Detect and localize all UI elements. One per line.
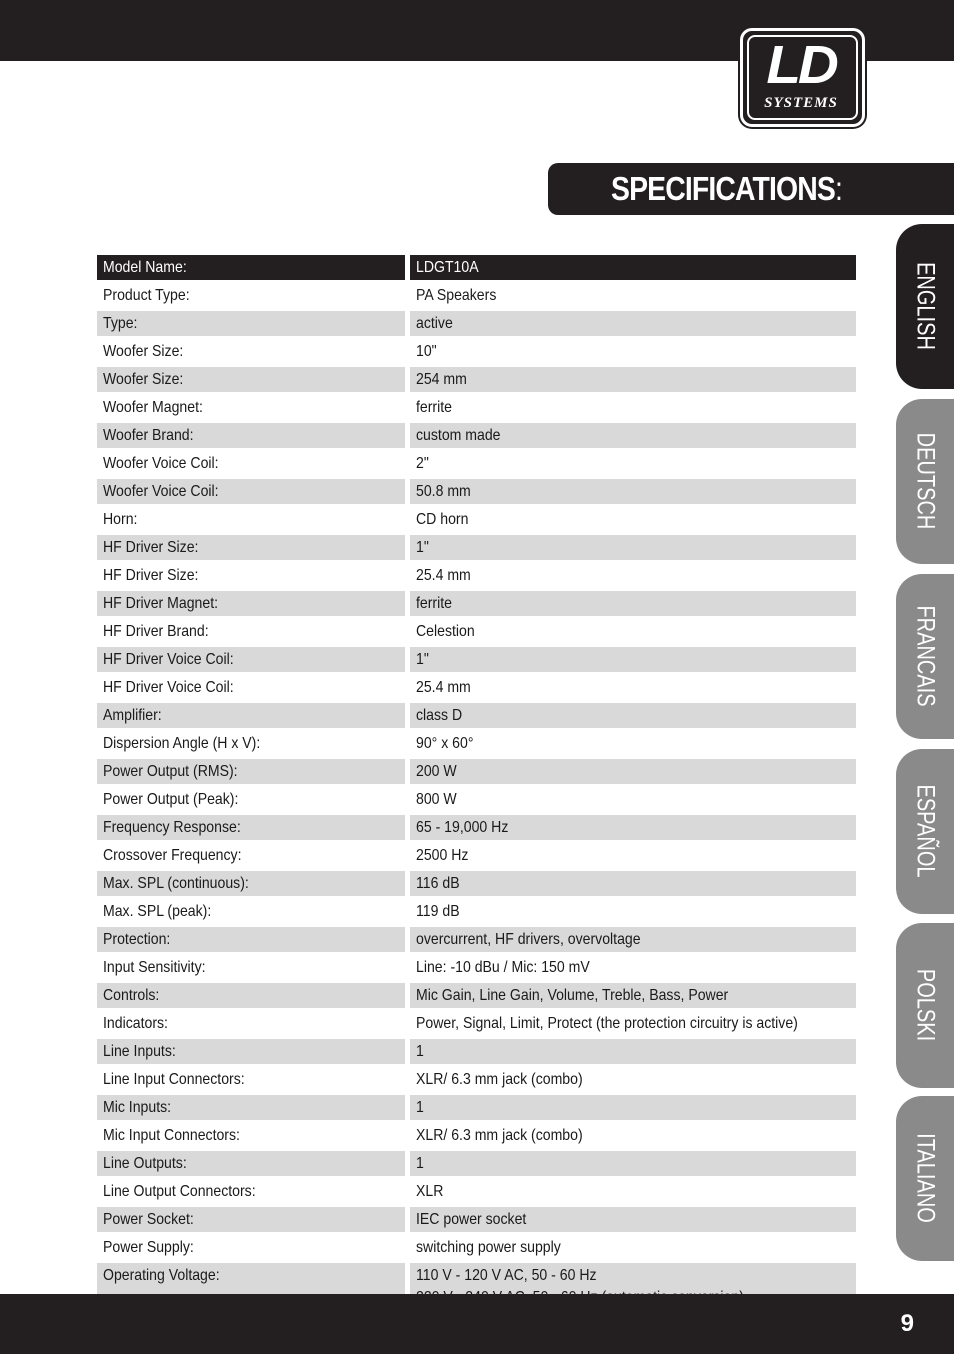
- spec-value-cell: [405, 423, 856, 451]
- spec-label-cell: [97, 787, 405, 815]
- spec-value-cell: [405, 1011, 856, 1039]
- table-row: [97, 563, 856, 591]
- spec-value-cell: [405, 815, 856, 843]
- language-tab-5[interactable]: [896, 923, 954, 1088]
- spec-label: Horn:: [103, 511, 138, 528]
- spec-label: Mic Input Connectors:: [103, 1127, 240, 1144]
- spec-value-cell: [405, 899, 856, 927]
- spec-value-cell: [405, 367, 856, 395]
- spec-label: Controls:: [103, 987, 160, 1004]
- spec-label: Line Input Connectors:: [103, 1071, 245, 1088]
- spec-value: overcurrent, HF drivers, overvoltage: [416, 931, 641, 948]
- spec-label: Max. SPL (continuous):: [103, 875, 249, 892]
- spec-value-cell: [405, 563, 856, 591]
- spec-value: custom made: [416, 427, 501, 444]
- table-header-row: [97, 255, 856, 283]
- spec-value: IEC power socket: [416, 1211, 527, 1228]
- spec-label: Protection:: [103, 931, 171, 948]
- spec-label: Woofer Magnet:: [103, 399, 203, 416]
- spec-label-cell: [97, 1123, 405, 1151]
- language-tab-label: [911, 1122, 940, 1234]
- table-row: [97, 1039, 856, 1067]
- spec-label-cell: [97, 255, 405, 283]
- spec-value: 1: [416, 1155, 424, 1172]
- spec-value: 254 mm: [416, 371, 467, 388]
- spec-value-cell: [405, 675, 856, 703]
- spec-value: 200 W: [416, 763, 457, 780]
- spec-value-cell: [405, 507, 856, 535]
- spec-label-cell: [97, 563, 405, 591]
- table-row: [97, 731, 856, 759]
- spec-value: XLR/ 6.3 mm jack (combo): [416, 1071, 583, 1088]
- table-row: [97, 1151, 856, 1179]
- spec-value: 116 dB: [416, 875, 460, 892]
- language-tab-label: [911, 773, 940, 889]
- spec-label-cell: [97, 955, 405, 983]
- spec-label-cell: [97, 1011, 405, 1039]
- spec-value: Line: -10 dBu / Mic: 150 mV: [416, 959, 590, 976]
- table-row: [97, 1235, 856, 1263]
- logo-systems-text: SYSTEMS: [764, 95, 838, 111]
- spec-label: Crossover Frequency:: [103, 847, 242, 864]
- spec-value: 65 - 19,000 Hz: [416, 819, 509, 836]
- spec-label-cell: [97, 703, 405, 731]
- spec-value-cell: [405, 955, 856, 983]
- spec-label: HF Driver Voice Coil:: [103, 651, 234, 668]
- spec-label-cell: [97, 479, 405, 507]
- table-row: [97, 591, 856, 619]
- spec-label: Power Supply:: [103, 1239, 194, 1256]
- spec-value-cell: [405, 731, 856, 759]
- spec-value-cell: [405, 927, 856, 955]
- spec-label-cell: [97, 731, 405, 759]
- spec-value: 800 W: [416, 791, 457, 808]
- spec-label: Power Output (RMS):: [103, 763, 238, 780]
- spec-value: 119 dB: [416, 903, 460, 920]
- table-row: [97, 1095, 856, 1123]
- spec-value-cell: [405, 451, 856, 479]
- spec-label: Input Sensitivity:: [103, 959, 206, 976]
- spec-label-cell: [97, 815, 405, 843]
- spec-value-cell: [405, 1067, 856, 1095]
- spec-label: Indicators:: [103, 1015, 168, 1032]
- spec-label: Operating Voltage:: [103, 1267, 220, 1284]
- spec-value: 1: [416, 1043, 424, 1060]
- table-row: [97, 647, 856, 675]
- spec-value-cell: [405, 1123, 856, 1151]
- spec-label-cell: [97, 367, 405, 395]
- spec-value-cell: [405, 1151, 856, 1179]
- spec-value-cell: [405, 535, 856, 563]
- spec-value-cell: [405, 619, 856, 647]
- section-title-bar: [548, 163, 954, 215]
- table-row: [97, 843, 856, 871]
- spec-value: 25.4 mm: [416, 567, 471, 584]
- language-tab-text: FRANCAIS: [911, 605, 940, 707]
- spec-label: Power Output (Peak):: [103, 791, 239, 808]
- language-tab-text: DEUTSCH: [911, 432, 940, 530]
- language-tab-label: [911, 593, 940, 719]
- spec-label: Line Outputs:: [103, 1155, 187, 1172]
- spec-value-cell: [405, 1039, 856, 1067]
- spec-value: Celestion: [416, 623, 475, 640]
- spec-value: 50.8 mm: [416, 483, 471, 500]
- language-tab-3[interactable]: [896, 574, 954, 739]
- spec-value: ferrite: [416, 399, 453, 416]
- table-row: [97, 1179, 856, 1207]
- spec-label-cell: [97, 843, 405, 871]
- spec-value-cell: [405, 983, 856, 1011]
- spec-label-cell: [97, 619, 405, 647]
- spec-label: HF Driver Brand:: [103, 623, 209, 640]
- spec-value-cell: [405, 1207, 856, 1235]
- table-row: [97, 507, 856, 535]
- spec-label-cell: [97, 899, 405, 927]
- spec-label-cell: [97, 871, 405, 899]
- spec-label: HF Driver Voice Coil:: [103, 679, 234, 696]
- spec-value: 25.4 mm: [416, 679, 471, 696]
- spec-value: 2500 Hz: [416, 847, 469, 864]
- table-row: [97, 451, 856, 479]
- spec-value-cell: [405, 871, 856, 899]
- spec-label: Amplifier:: [103, 707, 162, 724]
- spec-value-cell: [405, 647, 856, 675]
- spec-label: Line Inputs:: [103, 1043, 176, 1060]
- language-tab-label: [911, 960, 940, 1050]
- language-tab-text: ENGLISH: [911, 262, 940, 350]
- table-row: [97, 311, 856, 339]
- table-row: [97, 395, 856, 423]
- bottom-bar: [0, 1294, 954, 1354]
- spec-label: Woofer Brand:: [103, 427, 194, 444]
- spec-label-cell: [97, 1207, 405, 1235]
- spec-label: Woofer Voice Coil:: [103, 483, 219, 500]
- logo-ld-text: LD: [766, 35, 836, 95]
- spec-label: Frequency Response:: [103, 819, 241, 836]
- table-row: [97, 927, 856, 955]
- table-row: [97, 815, 856, 843]
- table-row: [97, 1011, 856, 1039]
- spec-label-cell: [97, 1067, 405, 1095]
- spec-label-cell: [97, 647, 405, 675]
- table-row: [97, 479, 856, 507]
- spec-label-cell: [97, 507, 405, 535]
- spec-value: ferrite: [416, 595, 453, 612]
- spec-value: switching power supply: [416, 1239, 561, 1256]
- spec-value: Power, Signal, Limit, Protect (the protection circuitry is active): [416, 1015, 798, 1032]
- spec-label-cell: [97, 1095, 405, 1123]
- spec-label: Woofer Voice Coil:: [103, 455, 219, 472]
- spec-value-cell: [405, 479, 856, 507]
- spec-value: 90° x 60°: [416, 735, 474, 752]
- spec-label-cell: [97, 423, 405, 451]
- spec-label-cell: [97, 395, 405, 423]
- table-row: [97, 1207, 856, 1235]
- table-row: [97, 283, 856, 311]
- spec-label: Dispersion Angle (H x V):: [103, 735, 261, 752]
- spec-value-cell: [405, 591, 856, 619]
- spec-value: XLR/ 6.3 mm jack (combo): [416, 1127, 583, 1144]
- language-tab-label: [911, 251, 940, 361]
- spec-label-cell: [97, 675, 405, 703]
- spec-value-cell: [405, 255, 856, 283]
- spec-label-cell: [97, 311, 405, 339]
- spec-value: 2": [416, 455, 429, 472]
- spec-value-cell: [405, 311, 856, 339]
- spec-value: LDGT10A: [416, 259, 479, 276]
- language-tab-4[interactable]: [896, 749, 954, 914]
- table-row: [97, 759, 856, 787]
- spec-label-cell: [97, 1039, 405, 1067]
- spec-label: Line Output Connectors:: [103, 1183, 256, 1200]
- spec-value-cell: [405, 759, 856, 787]
- spec-value: 1": [416, 651, 429, 668]
- spec-value: XLR: [416, 1183, 444, 1200]
- spec-label-cell: [97, 339, 405, 367]
- spec-label: Power Socket:: [103, 1211, 194, 1228]
- spec-label: Mic Inputs:: [103, 1099, 172, 1116]
- spec-label: Product Type:: [103, 287, 190, 304]
- spec-value: class D: [416, 707, 463, 724]
- table-row: [97, 983, 856, 1011]
- language-tab-text: POLSKI: [911, 968, 940, 1042]
- spec-label-cell: [97, 1179, 405, 1207]
- table-row: [97, 339, 856, 367]
- table-row: [97, 675, 856, 703]
- spec-label-cell: [97, 1235, 405, 1263]
- table-row: [97, 899, 856, 927]
- spec-value: Mic Gain, Line Gain, Volume, Treble, Bass, Power: [416, 987, 729, 1004]
- spec-value-cell: [405, 787, 856, 815]
- spec-label: Max. SPL (peak):: [103, 903, 212, 920]
- table-row: [97, 423, 856, 451]
- spec-value-cell: [405, 395, 856, 423]
- spec-label-cell: [97, 1151, 405, 1179]
- spec-value: PA Speakers: [416, 287, 497, 304]
- spec-label: Type:: [103, 315, 138, 332]
- table-row: [97, 871, 856, 899]
- specifications-table: [97, 255, 856, 1341]
- language-tab-6[interactable]: [896, 1096, 954, 1261]
- spec-label-cell: [97, 451, 405, 479]
- table-row: [97, 619, 856, 647]
- language-tab-1[interactable]: [896, 224, 954, 389]
- spec-value: CD horn: [416, 511, 469, 528]
- spec-label: HF Driver Size:: [103, 539, 199, 556]
- page-number: 9: [900, 1310, 914, 1337]
- spec-value-cell: [405, 1179, 856, 1207]
- spec-value: 110 V - 120 V AC, 50 - 60 Hz: [416, 1267, 597, 1284]
- language-tab-2[interactable]: [896, 399, 954, 564]
- language-tab-text: ITALIANO: [911, 1133, 940, 1223]
- table-row: [97, 1067, 856, 1095]
- table-row: [97, 535, 856, 563]
- spec-label-cell: [97, 983, 405, 1011]
- spec-label-cell: [97, 283, 405, 311]
- spec-value: 10": [416, 343, 437, 360]
- table-row: [97, 367, 856, 395]
- spec-label: HF Driver Size:: [103, 567, 199, 584]
- spec-value: active: [416, 315, 453, 332]
- language-tab-label: [911, 421, 940, 542]
- spec-label-cell: [97, 535, 405, 563]
- spec-value-cell: [405, 283, 856, 311]
- spec-label: Woofer Size:: [103, 343, 184, 360]
- table-row: [97, 703, 856, 731]
- spec-value-cell: [405, 843, 856, 871]
- table-row: [97, 955, 856, 983]
- table-row: [97, 787, 856, 815]
- ld-systems-logo: [740, 28, 865, 127]
- spec-value: 1": [416, 539, 429, 556]
- spec-value-cell: [405, 1095, 856, 1123]
- spec-label: HF Driver Magnet:: [103, 595, 219, 612]
- language-tab-text: ESPAÑOL: [911, 784, 940, 878]
- spec-value-cell: [405, 703, 856, 731]
- spec-label: Model Name:: [103, 259, 187, 276]
- spec-label-cell: [97, 759, 405, 787]
- table-row: [97, 1123, 856, 1151]
- spec-value: 1: [416, 1099, 424, 1116]
- spec-value-cell: [405, 339, 856, 367]
- section-title: SPECIFICATIONS:: [611, 170, 842, 207]
- spec-value-cell: [405, 1235, 856, 1263]
- spec-label-cell: [97, 927, 405, 955]
- spec-label: Woofer Size:: [103, 371, 184, 388]
- spec-label-cell: [97, 591, 405, 619]
